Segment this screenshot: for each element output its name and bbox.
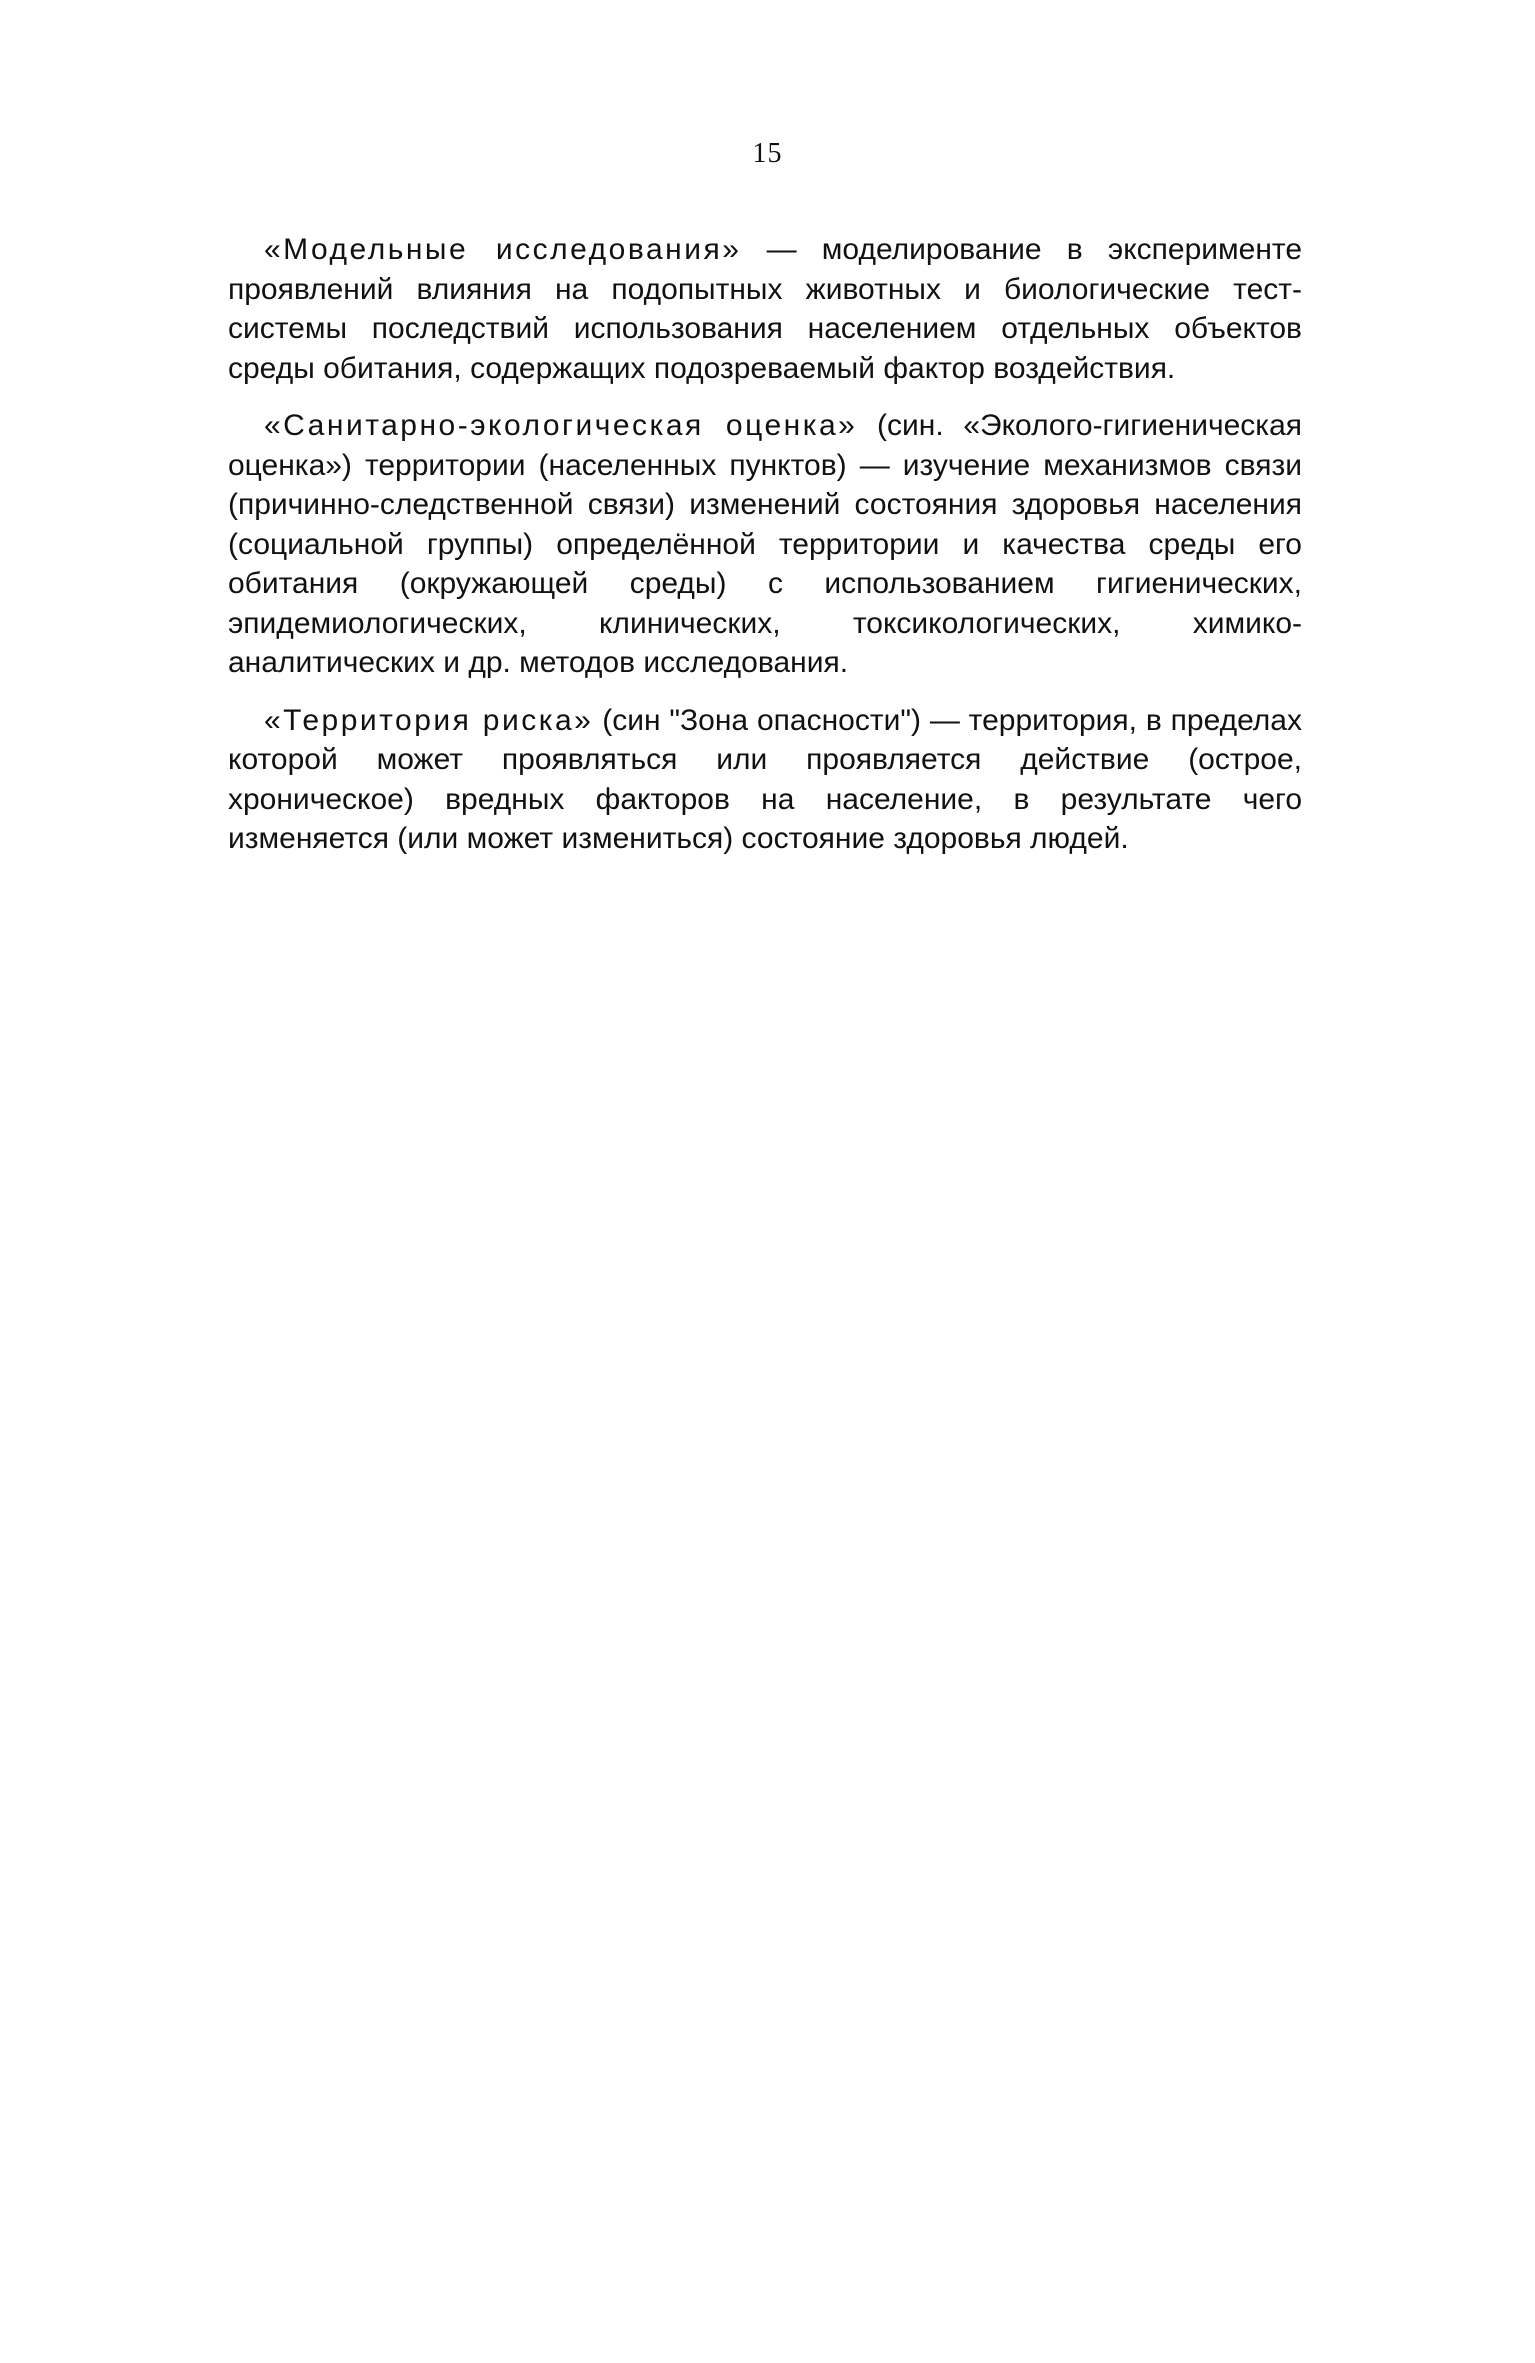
definition-text: (син "Зона опасности") — территория, в пределах которой может проявляться или проявляется действие (острое, хроническое) вредных факторов на население, в результате чего изменяется (или может измениться) состояние здоровья людей. — [228, 703, 1302, 855]
definition-paragraph — [228, 701, 1302, 859]
definition-term: «Модельные исследования» — [264, 233, 742, 266]
definition-term: «Санитарно-экологическая оценка» — [264, 409, 858, 442]
document-body — [228, 230, 1302, 877]
definition-term: «Территория риска» — [264, 703, 594, 737]
definition-text: (син. «Эколого-гигиеническая оценка») территории (населенных пунктов) — изучение механизмов связи (причинно-следственной связи) изменений состояния здоровья населения (социальной группы) определённой территории и качества среды его обитания (окружающей среды) с использованием гигиенических, эпидемиологических, клинических, токсикологических, химико-аналитических и др. методов исследования. — [228, 409, 1302, 679]
definition-paragraph — [228, 230, 1302, 388]
definition-paragraph — [228, 406, 1302, 683]
page-number: 15 — [752, 138, 783, 169]
definition-text: — моделирование в эксперименте проявлений влияния на подопытных животных и биологические тест-системы последствий использования населением отдельных объектов среды обитания, содержащих подозреваемый фактор воздействия. — [228, 233, 1302, 385]
